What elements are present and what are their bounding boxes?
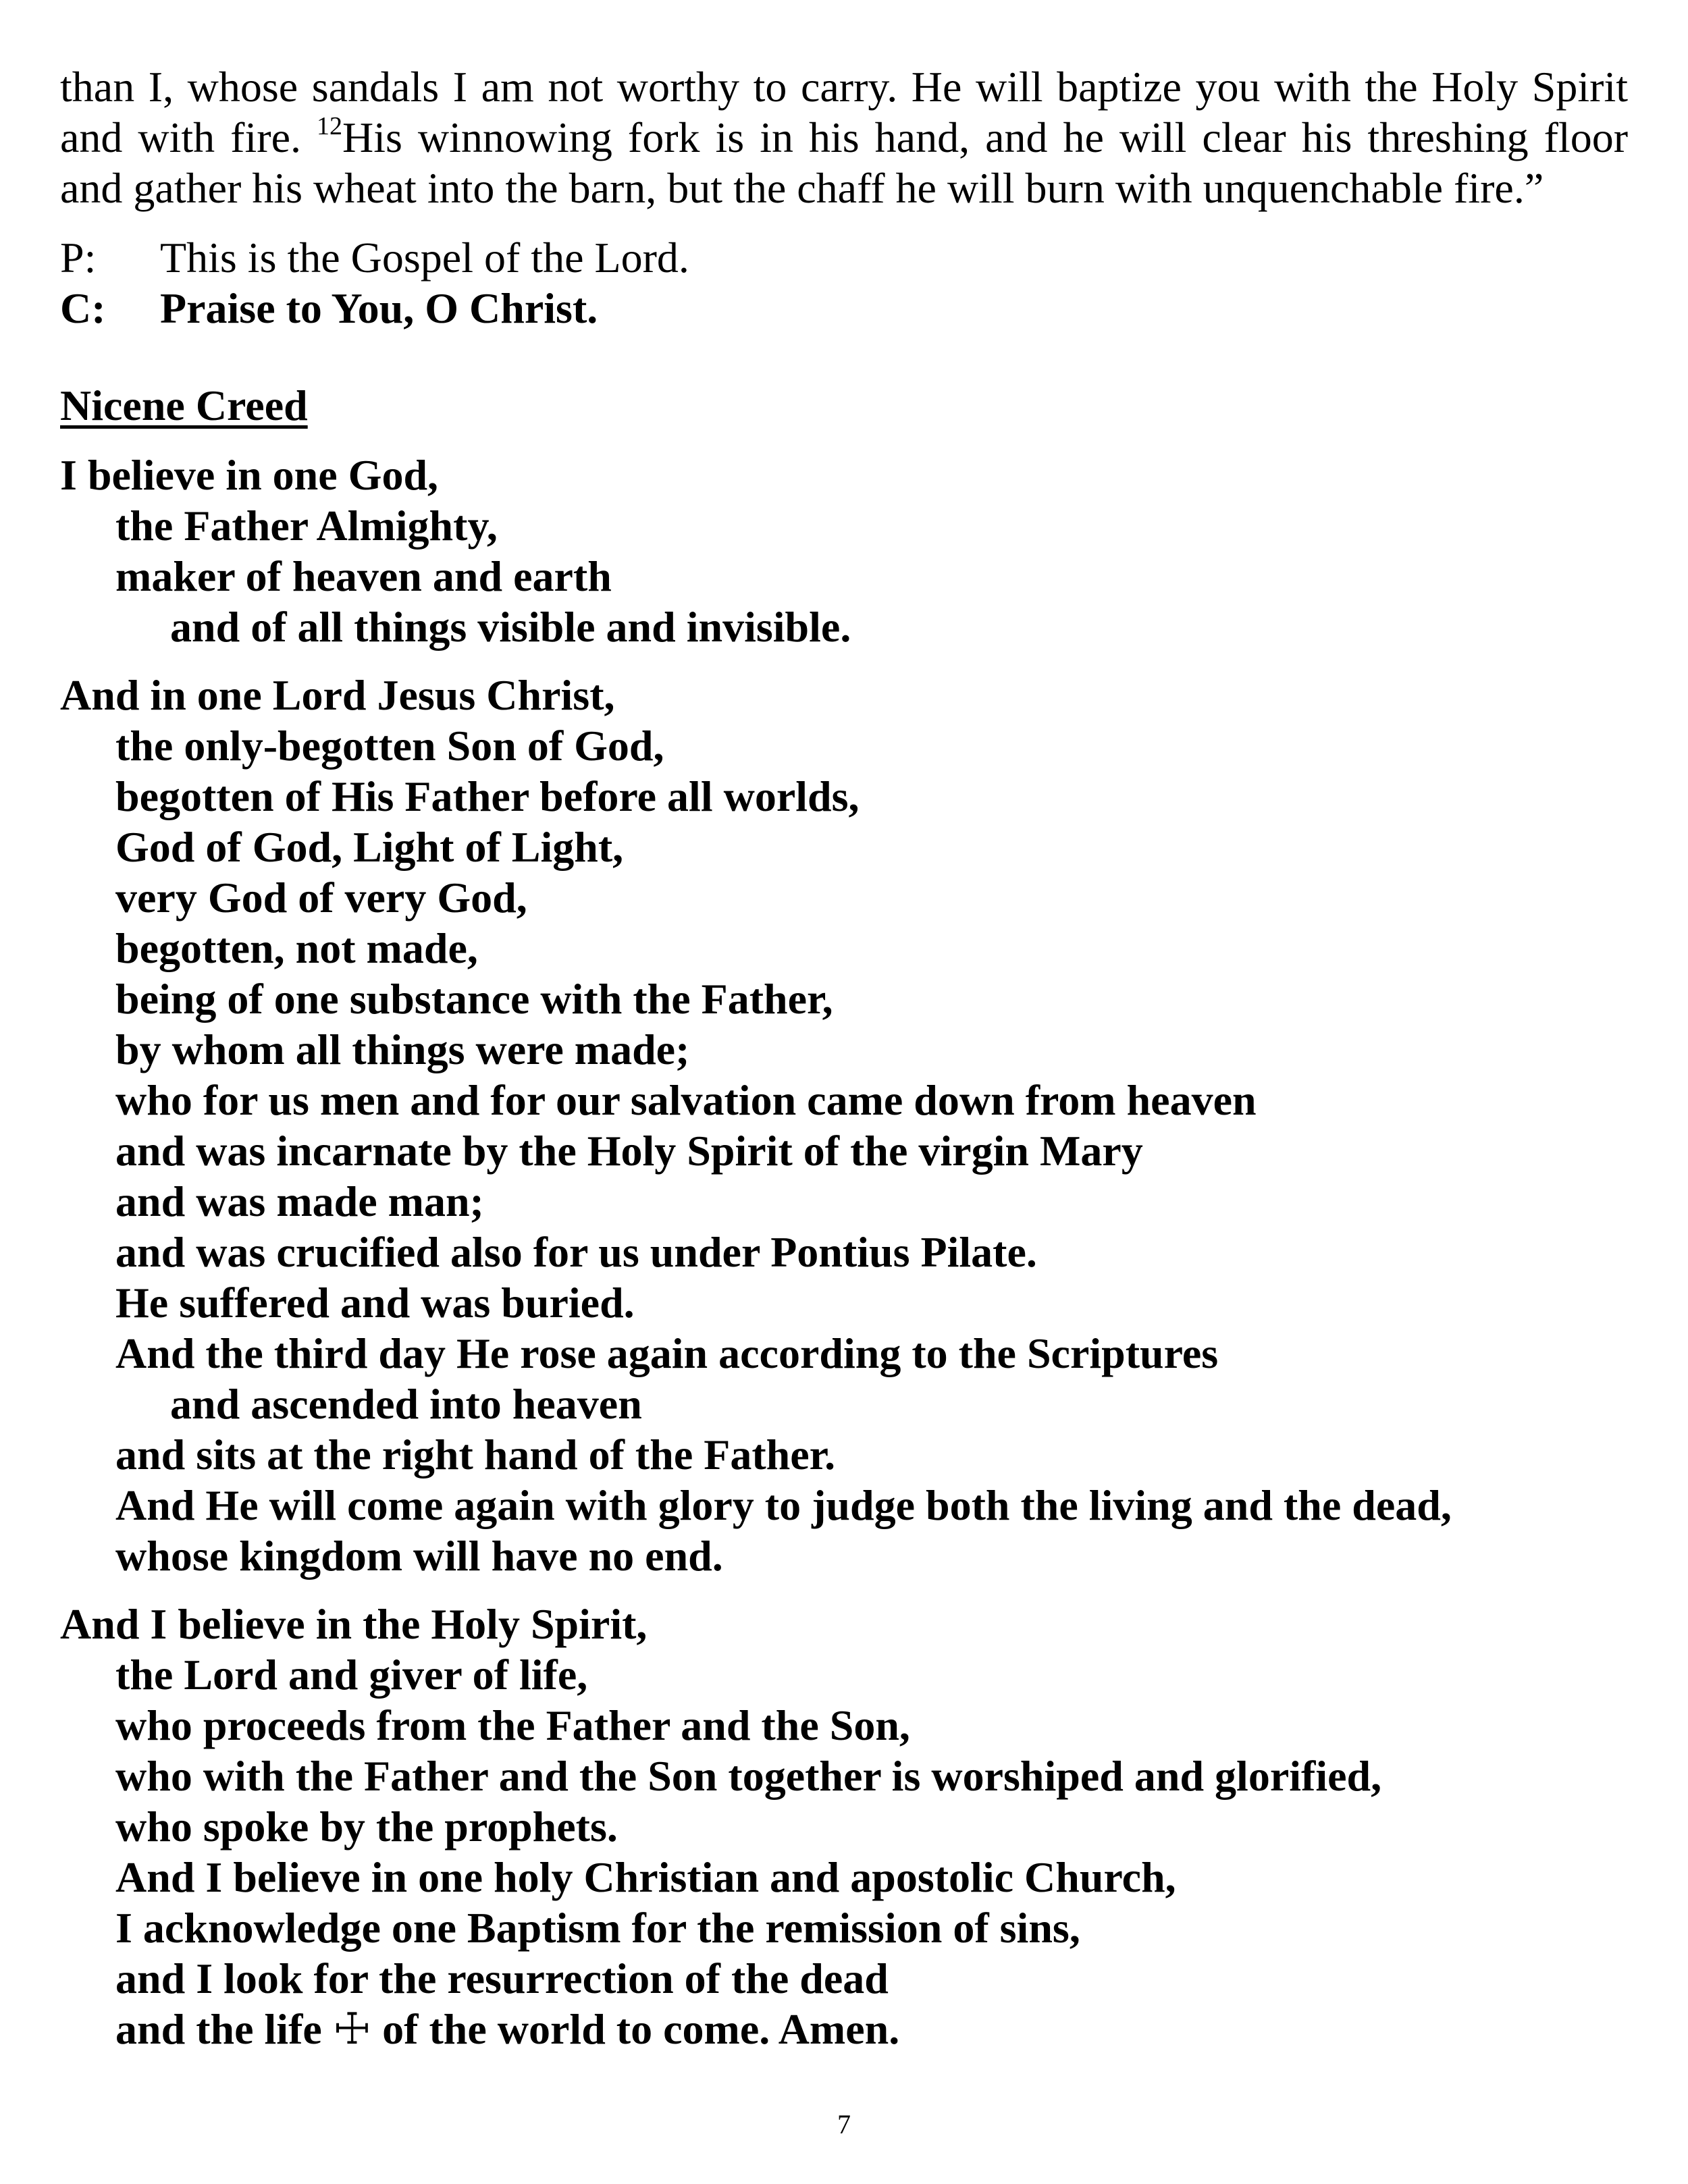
page-number: 7 <box>837 2109 851 2139</box>
section-title: Nicene Creed <box>60 381 308 429</box>
creed-stanza-2 <box>60 670 1628 1581</box>
response-text: This is the Gospel of the Lord. <box>160 234 689 282</box>
creed-line: maker of heaven and earth <box>115 552 612 600</box>
creed-line: by whom all things were made; <box>115 1026 690 1073</box>
creed-line-final <box>60 2004 1628 2054</box>
reading-line-2 <box>60 112 1628 163</box>
creed-line: And He will come again with glory to judge both the living and the dead, <box>115 1481 1452 1529</box>
reading-line-1: than I, whose sandals I am not worthy to carry. He will baptize you with the Holy Spirit <box>60 63 1628 111</box>
creed-line: whose kingdom will have no end. <box>115 1532 723 1580</box>
creed-line: I acknowledge one Baptism for the remission of sins, <box>115 1904 1080 1952</box>
creed-line: being of one substance with the Father, <box>115 975 833 1023</box>
creed-line: and sits at the right hand of the Father. <box>115 1431 836 1479</box>
speaker-label: P: <box>60 234 97 282</box>
creed-line: who with the Father and the Son together is worshiped and glorified, <box>115 1752 1382 1800</box>
response-text: Praise to You, O Christ. <box>160 284 598 332</box>
creed-line: begotten of His Father before all worlds, <box>115 772 860 820</box>
creed-text: and the life <box>115 2005 322 2053</box>
reading-line-2a: and with fire. <box>60 113 301 161</box>
creed-line: And I believe in the Holy Spirit, <box>60 1600 648 1648</box>
creed-stanza-3 <box>60 1599 1628 2054</box>
creed-stanza-1 <box>60 450 1628 652</box>
cross-icon: ☩ <box>332 2005 372 2053</box>
creed-line: who proceeds from the Father and the Son, <box>115 1701 910 1749</box>
creed-line: And in one Lord Jesus Christ, <box>60 671 615 719</box>
creed-line: He suffered and was buried. <box>115 1279 635 1327</box>
creed-line: very God of very God, <box>115 874 527 922</box>
creed-line: and was made man; <box>115 1177 484 1225</box>
reading-line-2b: His winnowing fork is in his hand, and he will clear his threshing floor <box>342 113 1628 161</box>
creed-line: and of all things visible and invisible. <box>170 603 851 651</box>
creed-line: And the third day He rose again according to the Scriptures <box>115 1329 1219 1377</box>
section-heading <box>60 380 1628 431</box>
creed-line: I believe in one God, <box>60 451 439 499</box>
creed-line: God of God, Light of Light, <box>115 823 624 871</box>
creed-line: and ascended into heaven <box>170 1380 642 1428</box>
document-page <box>60 61 1628 2054</box>
creed-line: And I believe in one holy Christian and apostolic Church, <box>115 1853 1176 1901</box>
speaker-label: C: <box>60 284 106 332</box>
reading-line-3: and gather his wheat into the barn, but the chaff he will burn with unquenchable fire.” <box>60 164 1544 212</box>
creed-line: the Lord and giver of life, <box>115 1651 588 1699</box>
creed-line: and was incarnate by the Holy Spirit of the virgin Mary <box>115 1127 1143 1175</box>
creed-line: who for us men and for our salvation came down from heaven <box>115 1076 1257 1124</box>
creed-line: who spoke by the prophets. <box>115 1803 618 1850</box>
creed-text: of the world to come. Amen. <box>382 2005 900 2053</box>
verse-number: 12 <box>317 112 342 140</box>
creed-line: and I look for the resurrection of the dead <box>115 1954 889 2002</box>
creed-line: the only-begotten Son of God, <box>115 722 664 770</box>
response-pastor <box>60 232 1628 283</box>
creed-line: and was crucified also for us under Pontius Pilate. <box>115 1228 1037 1276</box>
response-congregation <box>60 283 1628 334</box>
creed-line: the Father Almighty, <box>115 502 498 550</box>
creed-line: begotten, not made, <box>115 924 478 972</box>
